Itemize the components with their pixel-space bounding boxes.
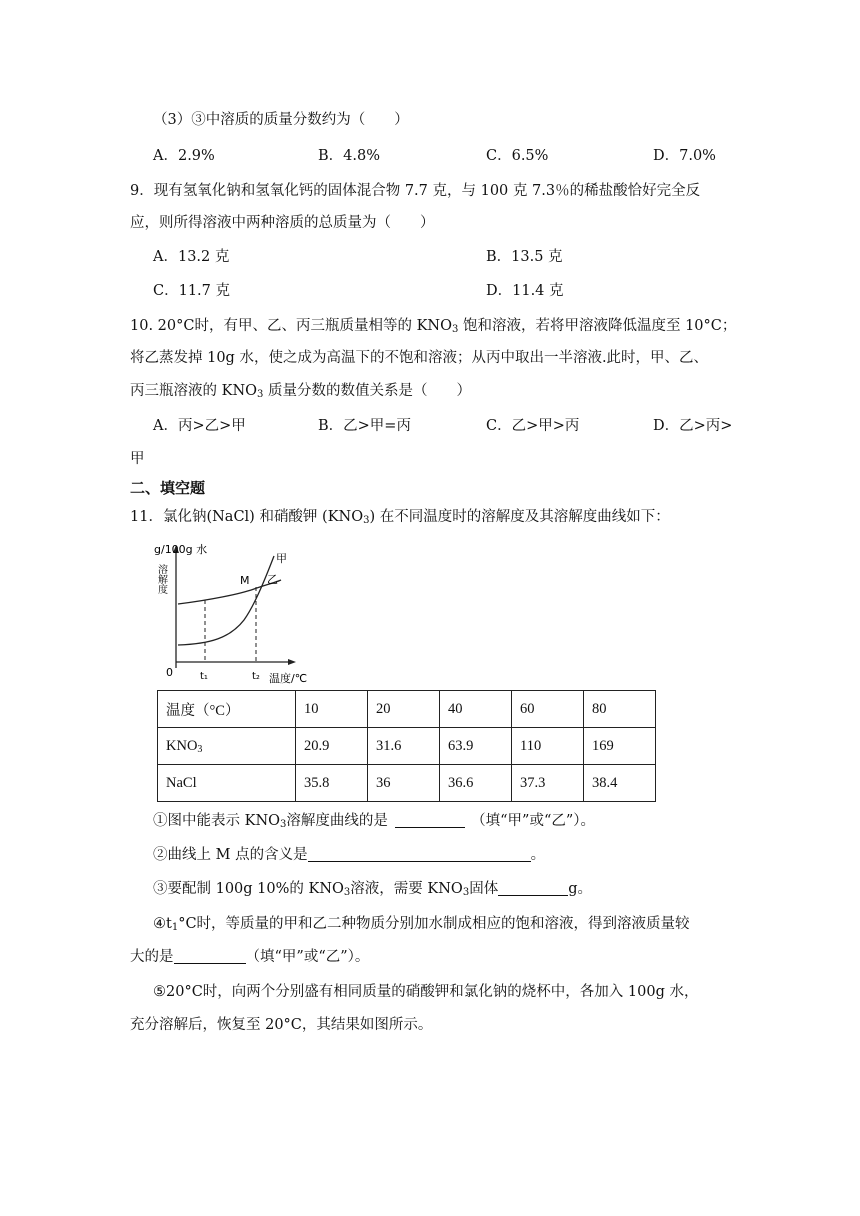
table-cell: 60 xyxy=(512,691,584,728)
q11-intro: 11．氯化钠(NaCl) 和硝酸钾 $(KNO_3)$ 在不同温度时的溶解度及其溶解度曲线如下： xyxy=(130,509,670,526)
table-header-row xyxy=(158,691,656,728)
q8-option-d: D．7.0% xyxy=(653,148,716,164)
q9-option-a: A．13.2 克 xyxy=(153,249,230,265)
q10-option-a: A．丙>乙>甲 xyxy=(153,418,246,434)
answer-blank[interactable] xyxy=(308,845,531,862)
table-cell: 20 xyxy=(368,691,440,728)
q9-stem-line1: 9．现有氢氧化钠和氢氧化钙的固体混合物 7.7 克，与 100 克 7.3％的稀盐酸恰好完全反 xyxy=(130,183,701,199)
answer-blank[interactable] xyxy=(395,811,465,828)
t2-label: t₂ xyxy=(252,671,260,682)
table-cell: 169 xyxy=(584,728,656,765)
curve-yi-label: 乙 xyxy=(267,573,278,586)
table-cell: 38.4 xyxy=(584,765,656,802)
solubility-curve-figure xyxy=(150,542,320,686)
table-row xyxy=(158,765,656,802)
t1-label: t₁ xyxy=(200,671,208,682)
solubility-table xyxy=(157,690,656,802)
table-row-label: $KNO_3$ xyxy=(158,728,296,765)
curve-jia xyxy=(178,556,274,645)
q9-option-b: B．13.5 克 xyxy=(486,249,563,265)
curve-yi xyxy=(178,580,281,604)
q11-sub3: ③要配制 100g 10%的 $KNO_3$溶液，需要 $KNO_3$固体 g。 xyxy=(153,881,592,898)
q11-sub4-line2: 大的是 （填“甲”或“乙”）。 xyxy=(130,949,370,965)
q11-sub5-line1: ⑤20°C时，向两个分别盛有相同质量的硝酸钾和氯化钠的烧杯中，各加入 100g 水， xyxy=(153,984,699,1000)
q11-sub1: ①图中能表示 $KNO_3$溶解度曲线的是 （填“甲”或“乙”）。 xyxy=(153,813,596,830)
table-cell: 31.6 xyxy=(368,728,440,765)
q8-option-c: C．6.5% xyxy=(486,148,549,164)
q11-sub2: ②曲线上 M 点的含义是 。 xyxy=(153,847,546,863)
table-cell: 10 xyxy=(296,691,368,728)
curve-jia-label: 甲 xyxy=(276,552,287,565)
table-cell: 37.3 xyxy=(512,765,584,802)
q11-sub4-line1: $④t_1^\circ C$时，等质量的甲和乙二种物质分别加水制成相应的饱和溶液，得到溶液质量较 xyxy=(153,916,690,933)
q10-option-d: D．乙>丙> xyxy=(653,418,733,434)
q11-sub5-line2: 充分溶解后，恢复至 20°C，其结果如图所示。 xyxy=(130,1017,433,1033)
table-cell: 36.6 xyxy=(440,765,512,802)
table-cell: 温度（°C） xyxy=(158,691,296,728)
q10-option-c: C．乙>甲>丙 xyxy=(486,418,580,434)
table-cell: 40 xyxy=(440,691,512,728)
q10-option-b: B．乙>甲=丙 xyxy=(318,418,411,434)
q8-option-b: B．4.8% xyxy=(318,148,380,164)
point-m-label: M xyxy=(240,574,250,587)
q10-stem-line2: 将乙蒸发掉 10g 水，使之成为高温下的不饱和溶液；从丙中取出一半溶液.此时，甲、乙、 xyxy=(130,350,709,366)
origin-label: 0 xyxy=(166,666,173,679)
y-unit-label: g/100g 水 xyxy=(154,543,208,556)
table-cell: 80 xyxy=(584,691,656,728)
q10-stem-line3: 丙三瓶溶液的 $KNO_3$ 质量分数的数值关系是（ ） xyxy=(130,383,472,400)
q10-option-d-wrap: 甲 xyxy=(130,451,145,467)
answer-blank[interactable] xyxy=(498,879,568,896)
table-row-label: NaCl xyxy=(158,765,296,802)
table-cell: 35.8 xyxy=(296,765,368,802)
q9-stem-line2: 应，则所得溶液中两种溶质的总质量为（ ） xyxy=(130,215,435,231)
table-cell: 36 xyxy=(368,765,440,802)
q9-option-c: C．11.7 克 xyxy=(153,283,230,299)
table-cell: 20.9 xyxy=(296,728,368,765)
answer-blank[interactable] xyxy=(174,947,246,964)
q9-option-d: D．11.4 克 xyxy=(486,283,564,299)
q8-option-a: A．2.9% xyxy=(153,148,215,164)
table-cell: 110 xyxy=(512,728,584,765)
q10-stem-line1: 10. 20°C时，有甲、乙、丙三瓶质量相等的 $KNO_3$ 饱和溶液，若将甲溶液降低温度至 10°C； xyxy=(130,318,737,335)
y-axis-label: 溶解度 xyxy=(155,564,167,594)
q8-sub3-text: （3）③中溶质的质量分数约为（ ） xyxy=(153,112,409,128)
x-axis-label: 温度/℃ xyxy=(269,672,308,685)
section-heading: 二、填空题 xyxy=(130,479,206,497)
table-cell: 63.9 xyxy=(440,728,512,765)
x-axis-arrow xyxy=(288,659,296,665)
table-row xyxy=(158,728,656,765)
